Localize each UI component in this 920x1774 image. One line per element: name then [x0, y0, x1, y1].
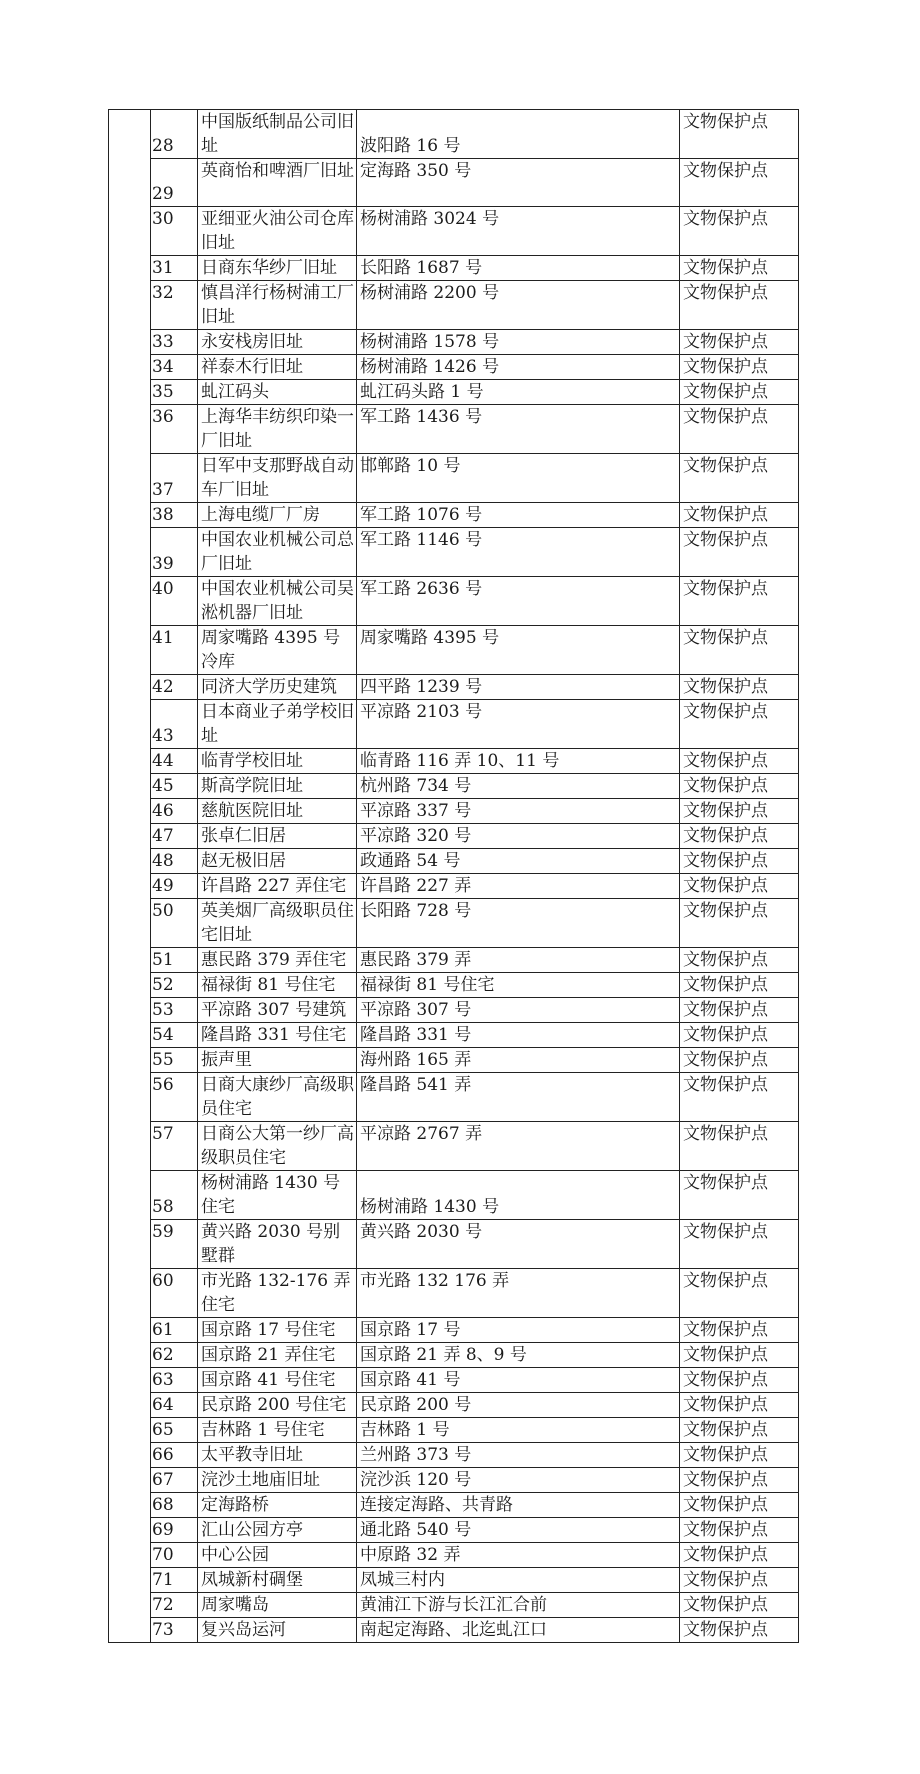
address-cell: 浣沙浜 120 号	[357, 1468, 680, 1493]
address-cell: 吉林路 1 号	[357, 1418, 680, 1443]
address-cell: 黄兴路 2030 号	[357, 1220, 680, 1269]
protection-level-cell: 文物保护点	[680, 874, 799, 899]
table-row	[109, 159, 799, 207]
address-cell: 中原路 32 弄	[357, 1543, 680, 1568]
protection-level-cell: 文物保护点	[680, 1443, 799, 1468]
row-number-cell: 51	[151, 948, 198, 973]
row-number-cell: 55	[151, 1048, 198, 1073]
address-cell: 福禄街 81 号住宅	[357, 973, 680, 998]
row-number-cell: 60	[151, 1269, 198, 1318]
site-name-cell: 慎昌洋行杨树浦工厂旧址	[198, 281, 357, 330]
heritage-table-container	[108, 109, 799, 1643]
protection-level-cell: 文物保护点	[680, 1518, 799, 1543]
address-cell: 海州路 165 弄	[357, 1048, 680, 1073]
protection-level-cell: 文物保护点	[680, 1343, 799, 1368]
site-name-cell: 日商大康纱厂高级职员住宅	[198, 1073, 357, 1122]
site-name-cell: 福禄街 81 号住宅	[198, 973, 357, 998]
protection-level-cell: 文物保护点	[680, 1368, 799, 1393]
site-name-cell: 国京路 21 弄住宅	[198, 1343, 357, 1368]
row-number-cell: 33	[151, 330, 198, 355]
row-number-cell: 62	[151, 1343, 198, 1368]
protection-level-cell: 文物保护点	[680, 1122, 799, 1171]
address-cell: 隆昌路 541 弄	[357, 1073, 680, 1122]
site-name-cell: 杨树浦路 1430 号住宅	[198, 1171, 357, 1220]
table-row	[109, 256, 799, 281]
address-cell: 市光路 132 176 弄	[357, 1269, 680, 1318]
address-cell: 周家嘴路 4395 号	[357, 626, 680, 675]
table-row	[109, 355, 799, 380]
site-name-cell: 太平教寺旧址	[198, 1443, 357, 1468]
table-row	[109, 380, 799, 405]
site-name-cell: 日军中支那野战自动车厂旧址	[198, 454, 357, 503]
site-name-cell: 虬江码头	[198, 380, 357, 405]
row-number-cell: 42	[151, 675, 198, 700]
table-row	[109, 948, 799, 973]
table-row	[109, 899, 799, 948]
address-cell: 平凉路 2767 弄	[357, 1122, 680, 1171]
address-cell: 通北路 540 号	[357, 1518, 680, 1543]
table-row	[109, 207, 799, 256]
row-number-cell: 32	[151, 281, 198, 330]
address-cell: 国京路 21 弄 8、9 号	[357, 1343, 680, 1368]
site-name-cell: 赵无极旧居	[198, 849, 357, 874]
table-row	[109, 849, 799, 874]
table-row	[109, 700, 799, 749]
protection-level-cell: 文物保护点	[680, 1171, 799, 1220]
protection-level-cell: 文物保护点	[680, 899, 799, 948]
site-name-cell: 惠民路 379 弄住宅	[198, 948, 357, 973]
protection-level-cell: 文物保护点	[680, 1220, 799, 1269]
protection-level-cell: 文物保护点	[680, 1593, 799, 1618]
site-name-cell: 复兴岛运河	[198, 1618, 357, 1643]
address-cell: 波阳路 16 号	[357, 110, 680, 159]
protection-level-cell: 文物保护点	[680, 1393, 799, 1418]
site-name-cell: 平凉路 307 号建筑	[198, 998, 357, 1023]
protection-level-cell: 文物保护点	[680, 998, 799, 1023]
row-number-cell: 67	[151, 1468, 198, 1493]
protection-level-cell: 文物保护点	[680, 1493, 799, 1518]
site-name-cell: 祥泰木行旧址	[198, 355, 357, 380]
protection-level-cell: 文物保护点	[680, 503, 799, 528]
table-row	[109, 405, 799, 454]
row-number-cell: 34	[151, 355, 198, 380]
table-row	[109, 824, 799, 849]
table-row	[109, 1318, 799, 1343]
address-cell: 临青路 116 弄 10、11 号	[357, 749, 680, 774]
row-number-cell: 46	[151, 799, 198, 824]
protection-level-cell: 文物保护点	[680, 1048, 799, 1073]
row-number-cell: 45	[151, 774, 198, 799]
protection-level-cell: 文物保护点	[680, 849, 799, 874]
table-row	[109, 1220, 799, 1269]
site-name-cell: 同济大学历史建筑	[198, 675, 357, 700]
address-cell: 凤城三村内	[357, 1568, 680, 1593]
address-cell: 国京路 17 号	[357, 1318, 680, 1343]
table-row	[109, 1418, 799, 1443]
row-number-cell: 61	[151, 1318, 198, 1343]
protection-level-cell: 文物保护点	[680, 1543, 799, 1568]
protection-level-cell: 文物保护点	[680, 675, 799, 700]
row-number-cell: 66	[151, 1443, 198, 1468]
row-number-cell: 63	[151, 1368, 198, 1393]
table-row	[109, 973, 799, 998]
table-row	[109, 675, 799, 700]
site-name-cell: 民京路 200 号住宅	[198, 1393, 357, 1418]
table-row	[109, 1618, 799, 1643]
site-name-cell: 中心公园	[198, 1543, 357, 1568]
address-cell: 杨树浦路 2200 号	[357, 281, 680, 330]
protection-level-cell: 文物保护点	[680, 577, 799, 626]
site-name-cell: 中国版纸制品公司旧址	[198, 110, 357, 159]
address-cell: 杨树浦路 1430 号	[357, 1171, 680, 1220]
site-name-cell: 中国农业机械公司吴淞机器厂旧址	[198, 577, 357, 626]
table-row	[109, 1393, 799, 1418]
protection-level-cell: 文物保护点	[680, 700, 799, 749]
site-name-cell: 中国农业机械公司总厂旧址	[198, 528, 357, 577]
table-row	[109, 1518, 799, 1543]
site-name-cell: 国京路 17 号住宅	[198, 1318, 357, 1343]
table-row	[109, 1443, 799, 1468]
protection-level-cell: 文物保护点	[680, 110, 799, 159]
row-number-cell: 39	[151, 528, 198, 577]
site-name-cell: 亚细亚火油公司仓库旧址	[198, 207, 357, 256]
row-number-cell: 68	[151, 1493, 198, 1518]
row-number-cell: 28	[151, 110, 198, 159]
address-cell: 杨树浦路 3024 号	[357, 207, 680, 256]
row-number-cell: 41	[151, 626, 198, 675]
row-number-cell: 72	[151, 1593, 198, 1618]
row-number-cell: 57	[151, 1122, 198, 1171]
protection-level-cell: 文物保护点	[680, 1468, 799, 1493]
protection-level-cell: 文物保护点	[680, 256, 799, 281]
table-row	[109, 1493, 799, 1518]
address-cell: 平凉路 2103 号	[357, 700, 680, 749]
table-row	[109, 1122, 799, 1171]
row-number-cell: 73	[151, 1618, 198, 1643]
site-name-cell: 浣沙土地庙旧址	[198, 1468, 357, 1493]
site-name-cell: 周家嘴路 4395 号冷库	[198, 626, 357, 675]
protection-level-cell: 文物保护点	[680, 1269, 799, 1318]
row-number-cell: 37	[151, 454, 198, 503]
table-row	[109, 330, 799, 355]
table-row	[109, 281, 799, 330]
address-cell: 长阳路 728 号	[357, 899, 680, 948]
site-name-cell: 斯高学院旧址	[198, 774, 357, 799]
table-row	[109, 1269, 799, 1318]
row-number-cell: 58	[151, 1171, 198, 1220]
protection-level-cell: 文物保护点	[680, 1618, 799, 1643]
row-number-cell: 56	[151, 1073, 198, 1122]
address-cell: 长阳路 1687 号	[357, 256, 680, 281]
row-number-cell: 43	[151, 700, 198, 749]
protection-level-cell: 文物保护点	[680, 973, 799, 998]
protection-level-cell: 文物保护点	[680, 1073, 799, 1122]
site-name-cell: 定海路桥	[198, 1493, 357, 1518]
row-number-cell: 44	[151, 749, 198, 774]
row-number-cell: 30	[151, 207, 198, 256]
protection-level-cell: 文物保护点	[680, 749, 799, 774]
table-row	[109, 1023, 799, 1048]
address-cell: 平凉路 307 号	[357, 998, 680, 1023]
row-number-cell: 54	[151, 1023, 198, 1048]
row-number-cell: 71	[151, 1568, 198, 1593]
site-name-cell: 日商公大第一纱厂高级职员住宅	[198, 1122, 357, 1171]
row-number-cell: 31	[151, 256, 198, 281]
protection-level-cell: 文物保护点	[680, 281, 799, 330]
address-cell: 军工路 1076 号	[357, 503, 680, 528]
table-row	[109, 1048, 799, 1073]
address-cell: 许昌路 227 弄	[357, 874, 680, 899]
protection-level-cell: 文物保护点	[680, 528, 799, 577]
row-number-cell: 64	[151, 1393, 198, 1418]
row-number-cell: 69	[151, 1518, 198, 1543]
protection-level-cell: 文物保护点	[680, 1568, 799, 1593]
site-name-cell: 周家嘴岛	[198, 1593, 357, 1618]
address-cell: 军工路 1146 号	[357, 528, 680, 577]
protection-level-cell: 文物保护点	[680, 355, 799, 380]
table-row	[109, 799, 799, 824]
row-number-cell: 65	[151, 1418, 198, 1443]
row-number-cell: 50	[151, 899, 198, 948]
table-row	[109, 1543, 799, 1568]
site-name-cell: 国京路 41 号住宅	[198, 1368, 357, 1393]
site-name-cell: 隆昌路 331 号住宅	[198, 1023, 357, 1048]
site-name-cell: 日本商业子弟学校旧址	[198, 700, 357, 749]
site-name-cell: 振声里	[198, 1048, 357, 1073]
address-cell: 邯郸路 10 号	[357, 454, 680, 503]
row-number-cell: 52	[151, 973, 198, 998]
protection-level-cell: 文物保护点	[680, 824, 799, 849]
row-number-cell: 49	[151, 874, 198, 899]
row-number-cell: 53	[151, 998, 198, 1023]
site-name-cell: 上海华丰纺织印染一厂旧址	[198, 405, 357, 454]
site-name-cell: 慈航医院旧址	[198, 799, 357, 824]
address-cell: 平凉路 320 号	[357, 824, 680, 849]
row-number-cell: 29	[151, 159, 198, 207]
protection-level-cell: 文物保护点	[680, 1318, 799, 1343]
address-cell: 兰州路 373 号	[357, 1443, 680, 1468]
table-row	[109, 774, 799, 799]
table-row	[109, 749, 799, 774]
table-row	[109, 577, 799, 626]
row-number-cell: 38	[151, 503, 198, 528]
table-row	[109, 998, 799, 1023]
protection-level-cell: 文物保护点	[680, 774, 799, 799]
protection-level-cell: 文物保护点	[680, 454, 799, 503]
address-cell: 隆昌路 331 号	[357, 1023, 680, 1048]
address-cell: 连接定海路、共青路	[357, 1493, 680, 1518]
site-name-cell: 市光路 132-176 弄住宅	[198, 1269, 357, 1318]
table-row	[109, 874, 799, 899]
address-cell: 平凉路 337 号	[357, 799, 680, 824]
site-name-cell: 汇山公园方亭	[198, 1518, 357, 1543]
site-name-cell: 黄兴路 2030 号别墅群	[198, 1220, 357, 1269]
site-name-cell: 上海电缆厂厂房	[198, 503, 357, 528]
address-cell: 定海路 350 号	[357, 159, 680, 207]
row-number-cell: 47	[151, 824, 198, 849]
table-row	[109, 626, 799, 675]
protection-level-cell: 文物保护点	[680, 626, 799, 675]
heritage-sites-table	[108, 109, 799, 1643]
address-cell: 惠民路 379 弄	[357, 948, 680, 973]
address-cell: 国京路 41 号	[357, 1368, 680, 1393]
table-row	[109, 1568, 799, 1593]
row-number-cell: 70	[151, 1543, 198, 1568]
address-cell: 杨树浦路 1578 号	[357, 330, 680, 355]
site-name-cell: 日商东华纱厂旧址	[198, 256, 357, 281]
address-cell: 军工路 1436 号	[357, 405, 680, 454]
address-cell: 四平路 1239 号	[357, 675, 680, 700]
protection-level-cell: 文物保护点	[680, 330, 799, 355]
row-number-cell: 59	[151, 1220, 198, 1269]
row-number-cell: 40	[151, 577, 198, 626]
row-number-cell: 35	[151, 380, 198, 405]
table-row	[109, 1343, 799, 1368]
row-number-cell: 36	[151, 405, 198, 454]
address-cell: 杭州路 734 号	[357, 774, 680, 799]
protection-level-cell: 文物保护点	[680, 799, 799, 824]
address-cell: 南起定海路、北迄虬江口	[357, 1618, 680, 1643]
site-name-cell: 张卓仁旧居	[198, 824, 357, 849]
protection-level-cell: 文物保护点	[680, 405, 799, 454]
address-cell: 军工路 2636 号	[357, 577, 680, 626]
protection-level-cell: 文物保护点	[680, 948, 799, 973]
protection-level-cell: 文物保护点	[680, 159, 799, 207]
protection-level-cell: 文物保护点	[680, 1418, 799, 1443]
table-body	[109, 110, 799, 1643]
table-row	[109, 1171, 799, 1220]
address-cell: 政通路 54 号	[357, 849, 680, 874]
table-row	[109, 528, 799, 577]
site-name-cell: 临青学校旧址	[198, 749, 357, 774]
address-cell: 黄浦江下游与长江汇合前	[357, 1593, 680, 1618]
table-row	[109, 1593, 799, 1618]
table-row	[109, 503, 799, 528]
group-cell	[109, 110, 151, 1643]
row-number-cell: 48	[151, 849, 198, 874]
site-name-cell: 英商怡和啤酒厂旧址	[198, 159, 357, 207]
site-name-cell: 英美烟厂高级职员住宅旧址	[198, 899, 357, 948]
table-row	[109, 1468, 799, 1493]
table-row	[109, 1073, 799, 1122]
site-name-cell: 许昌路 227 弄住宅	[198, 874, 357, 899]
site-name-cell: 凤城新村碉堡	[198, 1568, 357, 1593]
protection-level-cell: 文物保护点	[680, 380, 799, 405]
table-row	[109, 110, 799, 159]
address-cell: 杨树浦路 1426 号	[357, 355, 680, 380]
table-row	[109, 1368, 799, 1393]
address-cell: 虬江码头路 1 号	[357, 380, 680, 405]
site-name-cell: 永安栈房旧址	[198, 330, 357, 355]
table-row	[109, 454, 799, 503]
site-name-cell: 吉林路 1 号住宅	[198, 1418, 357, 1443]
protection-level-cell: 文物保护点	[680, 207, 799, 256]
address-cell: 民京路 200 号	[357, 1393, 680, 1418]
protection-level-cell: 文物保护点	[680, 1023, 799, 1048]
